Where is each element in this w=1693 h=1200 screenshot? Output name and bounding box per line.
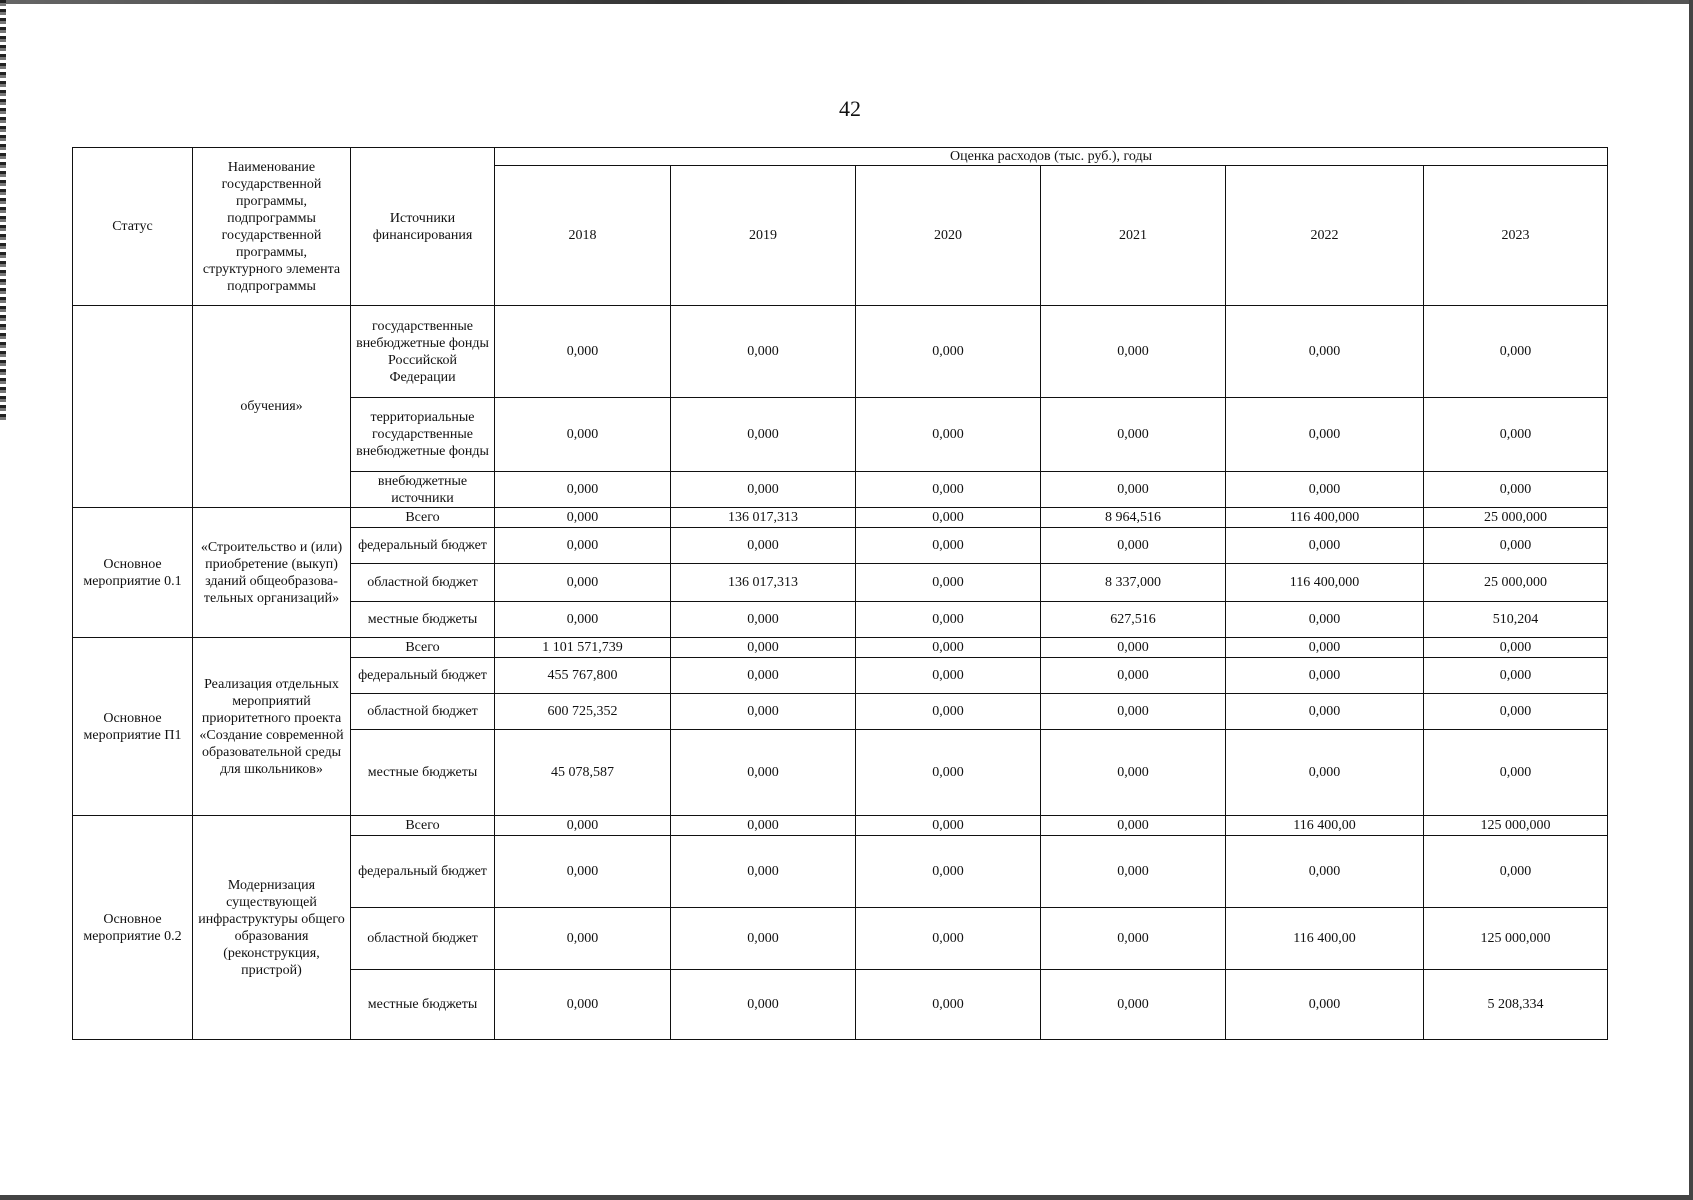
value-cell: 25 000,000 [1424,508,1608,528]
value-cell: 0,000 [1041,908,1226,970]
value-cell: 0,000 [1226,528,1424,564]
value-cell: 0,000 [671,908,856,970]
value-cell: 0,000 [1424,398,1608,472]
value-cell: 0,000 [1424,528,1608,564]
value-cell: 0,000 [1041,694,1226,730]
status-cell [73,306,193,508]
value-cell: 0,000 [495,564,671,602]
value-cell: 0,000 [1226,836,1424,908]
source-cell: местные бюджеты [351,970,495,1040]
value-cell: 45 078,587 [495,730,671,816]
value-cell: 136 017,313 [671,564,856,602]
value-cell: 0,000 [1041,472,1226,508]
value-cell: 0,000 [1226,602,1424,638]
value-cell: 0,000 [1041,970,1226,1040]
value-cell: 0,000 [671,658,856,694]
header-row [73,148,1608,166]
table-row [73,306,1608,398]
value-cell: 0,000 [1226,970,1424,1040]
value-cell: 0,000 [495,472,671,508]
table-row [73,638,1608,658]
value-cell: 125 000,000 [1424,816,1608,836]
source-cell: государственные внебюджетные фонды Российской Федерации [351,306,495,398]
value-cell: 0,000 [1041,816,1226,836]
source-cell: местные бюджеты [351,730,495,816]
value-cell: 116 400,00 [1226,816,1424,836]
value-cell: 0,000 [1424,306,1608,398]
header-status: Статус [73,148,193,306]
value-cell: 0,000 [1226,398,1424,472]
value-cell: 0,000 [856,398,1041,472]
value-cell: 0,000 [1424,472,1608,508]
source-cell: внебюджетные источники [351,472,495,508]
value-cell: 0,000 [671,602,856,638]
value-cell: 0,000 [1041,306,1226,398]
value-cell: 0,000 [1041,730,1226,816]
source-cell: областной бюджет [351,908,495,970]
value-cell: 125 000,000 [1424,908,1608,970]
value-cell: 0,000 [1226,730,1424,816]
value-cell: 0,000 [495,970,671,1040]
value-cell: 0,000 [856,472,1041,508]
value-cell: 0,000 [856,908,1041,970]
program-name-cell: обучения» [193,306,351,508]
value-cell: 0,000 [856,836,1041,908]
value-cell: 0,000 [1041,658,1226,694]
source-cell: территориальные государственные внебюджетные фонды [351,398,495,472]
value-cell: 0,000 [671,472,856,508]
value-cell: 0,000 [1226,638,1424,658]
program-name-cell: Модернизация существующей инфраструктуры общего образования (реконструкция, пристрой) [193,816,351,1040]
value-cell: 116 400,000 [1226,564,1424,602]
status-cell: Основное мероприятие 0.2 [73,816,193,1040]
value-cell: 0,000 [856,658,1041,694]
value-cell: 0,000 [495,508,671,528]
value-cell: 0,000 [856,564,1041,602]
value-cell: 0,000 [856,602,1041,638]
value-cell: 0,000 [1424,730,1608,816]
source-cell: областной бюджет [351,694,495,730]
value-cell: 0,000 [1226,472,1424,508]
source-cell: областной бюджет [351,564,495,602]
scan-edge-top [0,0,1693,4]
value-cell: 455 767,800 [495,658,671,694]
header-year: 2022 [1226,166,1424,306]
value-cell: 0,000 [1424,836,1608,908]
header-year: 2021 [1041,166,1226,306]
header-year: 2019 [671,166,856,306]
value-cell: 0,000 [856,508,1041,528]
value-cell: 0,000 [856,730,1041,816]
scan-edge-right [1689,0,1693,1200]
value-cell: 0,000 [671,398,856,472]
value-cell: 0,000 [495,528,671,564]
value-cell: 0,000 [495,398,671,472]
value-cell: 627,516 [1041,602,1226,638]
status-cell: Основное мероприятие 0.1 [73,508,193,638]
value-cell: 0,000 [671,306,856,398]
value-cell: 0,000 [671,528,856,564]
scan-edge-bottom [0,1195,1693,1200]
source-cell: Всего [351,816,495,836]
header-year: 2018 [495,166,671,306]
value-cell: 0,000 [671,970,856,1040]
value-cell: 136 017,313 [671,508,856,528]
header-expenses: Оценка расходов (тыс. руб.), годы [495,148,1608,166]
value-cell: 0,000 [1041,398,1226,472]
value-cell: 0,000 [671,816,856,836]
value-cell: 0,000 [1226,306,1424,398]
value-cell: 0,000 [1226,658,1424,694]
value-cell: 0,000 [856,528,1041,564]
page-number: 42 [839,96,861,121]
value-cell: 0,000 [671,836,856,908]
header-year: 2023 [1424,166,1608,306]
value-cell: 116 400,000 [1226,508,1424,528]
program-name-cell: «Строительство и (или) приобретение (выкуп) зданий общеобразова-тельных организаций» [193,508,351,638]
value-cell: 0,000 [856,638,1041,658]
value-cell: 0,000 [495,816,671,836]
value-cell: 0,000 [856,816,1041,836]
table-row [73,508,1608,528]
value-cell: 0,000 [1041,836,1226,908]
value-cell: 0,000 [1424,638,1608,658]
value-cell: 0,000 [856,694,1041,730]
budget-table [72,147,1608,1040]
value-cell: 0,000 [1226,694,1424,730]
value-cell: 600 725,352 [495,694,671,730]
value-cell: 25 000,000 [1424,564,1608,602]
value-cell: 0,000 [856,306,1041,398]
value-cell: 0,000 [671,694,856,730]
value-cell: 0,000 [495,908,671,970]
value-cell: 1 101 571,739 [495,638,671,658]
value-cell: 116 400,00 [1226,908,1424,970]
source-cell: Всего [351,508,495,528]
value-cell: 0,000 [495,836,671,908]
scan-edge-left [0,0,6,420]
source-cell: федеральный бюджет [351,836,495,908]
value-cell: 0,000 [1424,658,1608,694]
source-cell: федеральный бюджет [351,528,495,564]
value-cell: 510,204 [1424,602,1608,638]
program-name-cell: Реализация отдельных мероприятий приоритетного проекта «Создание современной образовательной среды для школьников» [193,638,351,816]
value-cell: 0,000 [671,730,856,816]
value-cell: 0,000 [1424,694,1608,730]
source-cell: федеральный бюджет [351,658,495,694]
value-cell: 0,000 [495,602,671,638]
value-cell: 8 964,516 [1041,508,1226,528]
value-cell: 0,000 [671,638,856,658]
value-cell: 5 208,334 [1424,970,1608,1040]
source-cell: местные бюджеты [351,602,495,638]
table-row [73,816,1608,836]
header-sources: Источники финансирования [351,148,495,306]
value-cell: 8 337,000 [1041,564,1226,602]
value-cell: 0,000 [495,306,671,398]
source-cell: Всего [351,638,495,658]
value-cell: 0,000 [1041,528,1226,564]
value-cell: 0,000 [1041,638,1226,658]
header-name: Наименование государственной программы, подпрограммы государственной программы, структурного элемента подпрограммы [193,148,351,306]
value-cell: 0,000 [856,970,1041,1040]
header-year: 2020 [856,166,1041,306]
status-cell: Основное мероприятие П1 [73,638,193,816]
